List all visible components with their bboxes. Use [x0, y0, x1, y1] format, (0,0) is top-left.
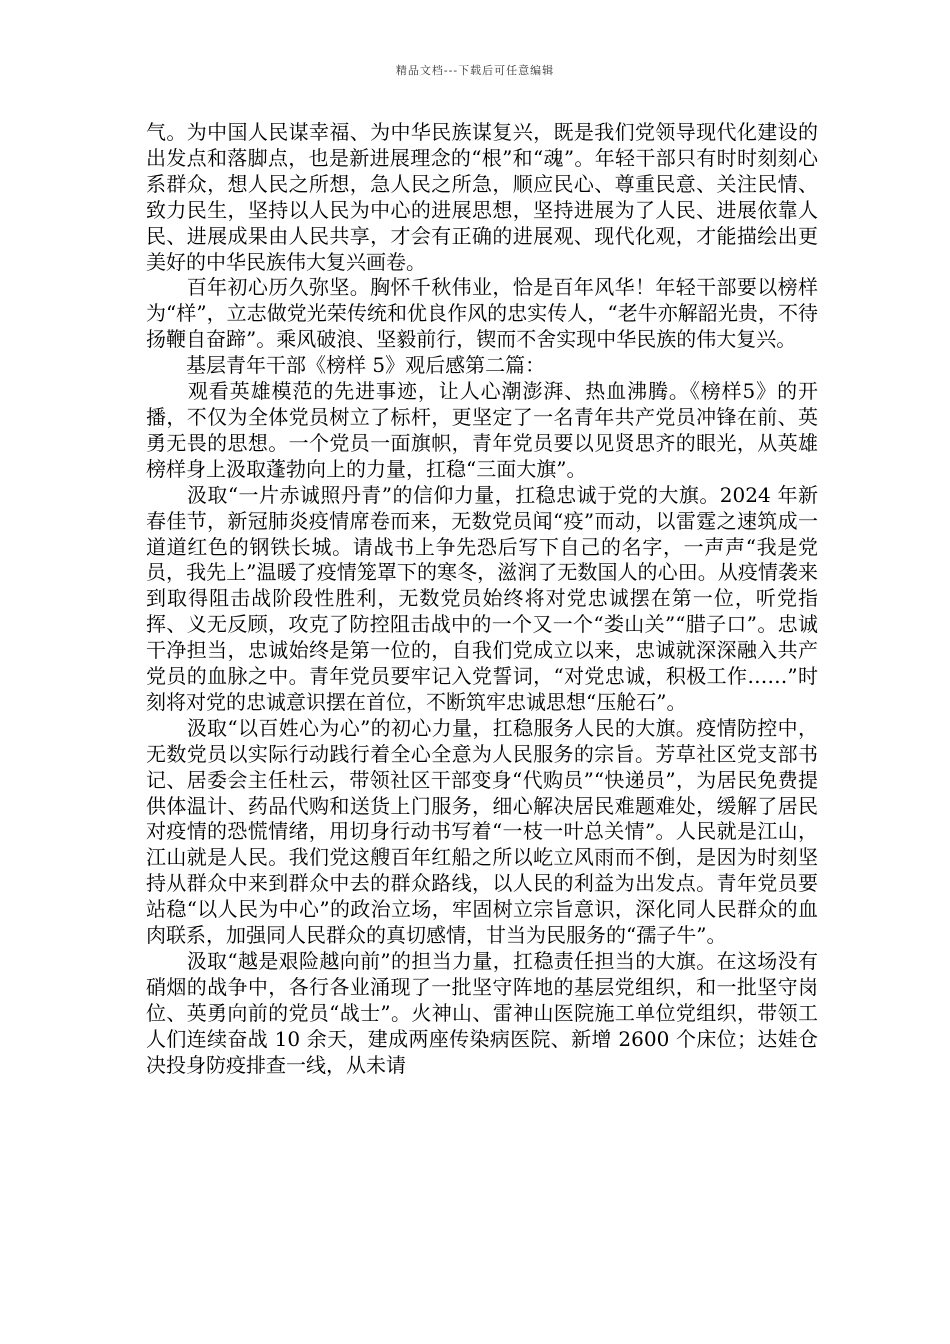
paragraph: 百年初心历久弥坚。胸怀千秋伟业，恰是百年风华！年轻干部要以榜样为“样”，立志做党光荣传统和优良作风的忠实传人，“老牛亦解韶光贵，不待扬鞭自奋蹄”。乘风破浪、坚毅前行，锲而不舍实现中华民族的伟大复兴。 — [146, 275, 818, 352]
section-heading: 基层青年干部《榜样 5》观后感第二篇： — [146, 353, 546, 378]
page-header: 精品文档---下载后可任意编辑 — [395, 64, 555, 77]
paragraph: 观看英雄模范的先进事迹，让人心潮澎湃、热血沸腾。《榜样5》的开播，不仅为全体党员树立了标杆，更坚定了一名青年共产党员冲锋在前、英勇无畏的思想。一个党员一面旗帜，青年党员要以见贤思齐的眼光，从英雄榜样身上汲取蓬勃向上的力量，扛稳“三面大旗”。 — [146, 379, 818, 481]
paragraph: 汲取“越是艰险越向前”的担当力量，扛稳责任担当的大旗。在这场没有硝烟的战争中，各行各业涌现了一批坚守阵地的基层党组织，和一批坚守岗位、英勇向前的党员“战士”。火神山、雷神山医院施工单位党组织，带领工人们连续奋战 10 余天，建成两座传染病医院、新增 2600 个床位；达娃仓决投身防疫排查一线，从未请 — [146, 949, 818, 1077]
paragraph: 汲取“一片赤诚照丹青”的信仰力量，扛稳忠诚于党的大旗。2024 年新春佳节，新冠肺炎疫情席卷而来，无数党员闻“疫”而动，以雷霆之速筑成一道道红色的钢铁长城。请战书上争先恐后写下自己的名字，一声声“我是党员，我先上”温暖了疫情笼罩下的寒冬，滋润了无数国人的心田。从疫情袭来到取得阻击战阶段性胜利，无数党员始终将对党忠诚摆在第一位，听党指挥、义无反顾，攻克了防控阻击战中的一个又一个“娄山关”“腊子口”。忠诚干净担当，忠诚始终是第一位的，自我们党成立以来，忠诚就深深融入共产党员的血脉之中。青年党员要牢记入党誓词，“对党忠诚，积极工作……”时刻将对党的忠诚意识摆在首位，不断筑牢忠诚思想“压舱石”。 — [146, 482, 818, 714]
document-body — [146, 120, 818, 1079]
paragraph: 汲取“以百姓心为心”的初心力量，扛稳服务人民的大旗。疫情防控中，无数党员以实际行动践行着全心全意为人民服务的宗旨。芳草社区党支部书记、居委会主任杜云，带领社区干部变身“代购员”“快递员”，为居民免费提供体温计、药品代购和送货上门服务，细心解决居民难题难处，缓解了居民对疫情的恐慌情绪，用切身行动书写着“一枝一叶总关情”。人民就是江山，江山就是人民。我们党这艘百年红船之所以屹立风雨而不倒，是因为时刻坚持从群众中来到群众中去的群众路线，以人民的利益为出发点。青年党员要站稳“以人民为中心”的政治立场，牢固树立宗旨意识，深化同人民群众的血肉联系，加强同人民群众的真切感情，甘当为民服务的“孺子牛”。 — [146, 715, 818, 948]
paragraph: 气。为中国人民谋幸福、为中华民族谋复兴，既是我们党领导现代化建设的出发点和落脚点，也是新进展理念的“根”和“魂”。年轻干部只有时时刻刻心系群众，想人民之所想，急人民之所急，顺应民心、尊重民意、关注民情、致力民生，坚持以人民为中心的进展思想，坚持进展为了人民、进展依靠人民、进展成果由人民共享，才会有正确的进展观、现代化观，才能描绘出更美好的中华民族伟大复兴画卷。 — [146, 120, 818, 274]
